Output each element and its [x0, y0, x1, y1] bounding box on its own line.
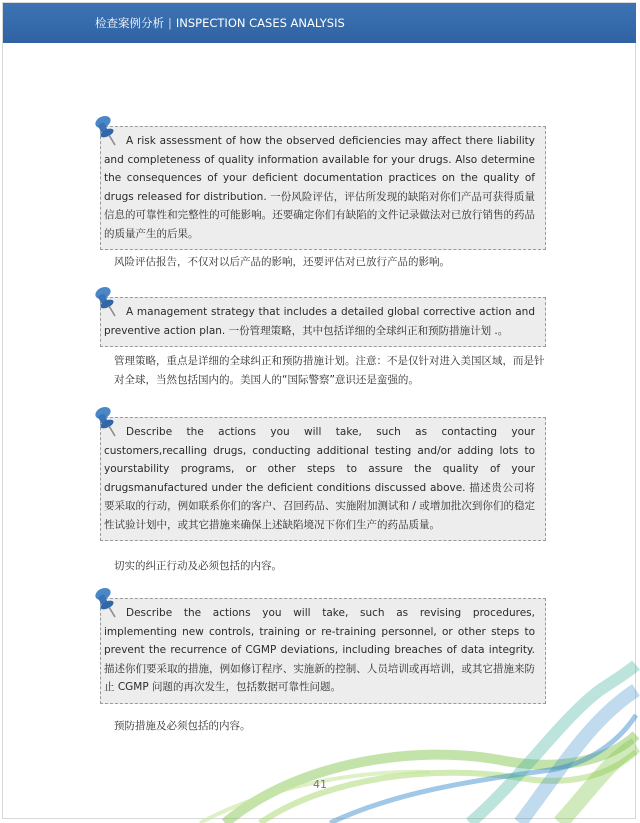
caption-text-2: 管理策略，重点是详细的全球纠正和预防措施计划。注意：不是仅针对进入美国区域，而是针对全球，当然包括国内的。美国人的“国际警察”意识还是蛮强的。	[114, 355, 545, 386]
page-number: 41	[313, 778, 327, 791]
caption-text-1: 风险评估报告，不仅对以后产品的影响，还要评估对已放行产品的影响。	[114, 256, 450, 268]
quote-text-2: A management strategy that includes a detailed global corrective action and preventive action plan. 一份管理策略，其中包括详细的全球纠正和预防措施计划 .。	[104, 306, 535, 337]
quote-text-1: A risk assessment of how the observed deficiencies may affect there liability and completeness of quality information available for your drugs. Also determine the consequences of your deficient documentation practices on the quality of drugs released for distribution. 一份风险评估，评估所发现的缺陷对你们产品可获得质量信息的可靠性和完整性的可能影响。还要确定你们有缺陷的文件记录做法对已放行销售的药品的质量产生的后果。	[104, 135, 535, 240]
caption-text-3: 切实的纠正行动及必须包括的内容。	[114, 560, 282, 572]
header-title-cn: 检查案例分析	[95, 16, 164, 30]
quote-text-4: Describe the actions you will take, such as revising procedures, implementing new controls, training or re-training personnel, or other steps to prevent the recurrence of CGMP deviations, including breaches of data integrity. 描述你们要采取的措施，例如修订程序、实施新的控制、人员培训或再培训，或其它措施来防止 CGMP 问题的再次发生，包括数据可靠性问题。	[104, 607, 535, 693]
header-separator: |	[168, 16, 172, 30]
header-title-en: INSPECTION CASES ANALYSIS	[175, 16, 345, 30]
caption-text-4: 预防措施及必须包括的内容。	[114, 720, 251, 732]
quote-text-3: Describe the actions you will take, such as contacting your customers,recalling drugs, conducting additional testing and/or adding lots to yourstability programs, or other steps to assure the quality of your drugsmanufactured under the deficient conditions discussed above. 描述贵公司将要采取的行动，例如联系你们的客户、召回药品、实施附加测试和 / 或增加批次到你们的稳定性试验计划中，或其它措施来确保上述缺陷境况下你们生产的药品质量。	[104, 426, 535, 531]
